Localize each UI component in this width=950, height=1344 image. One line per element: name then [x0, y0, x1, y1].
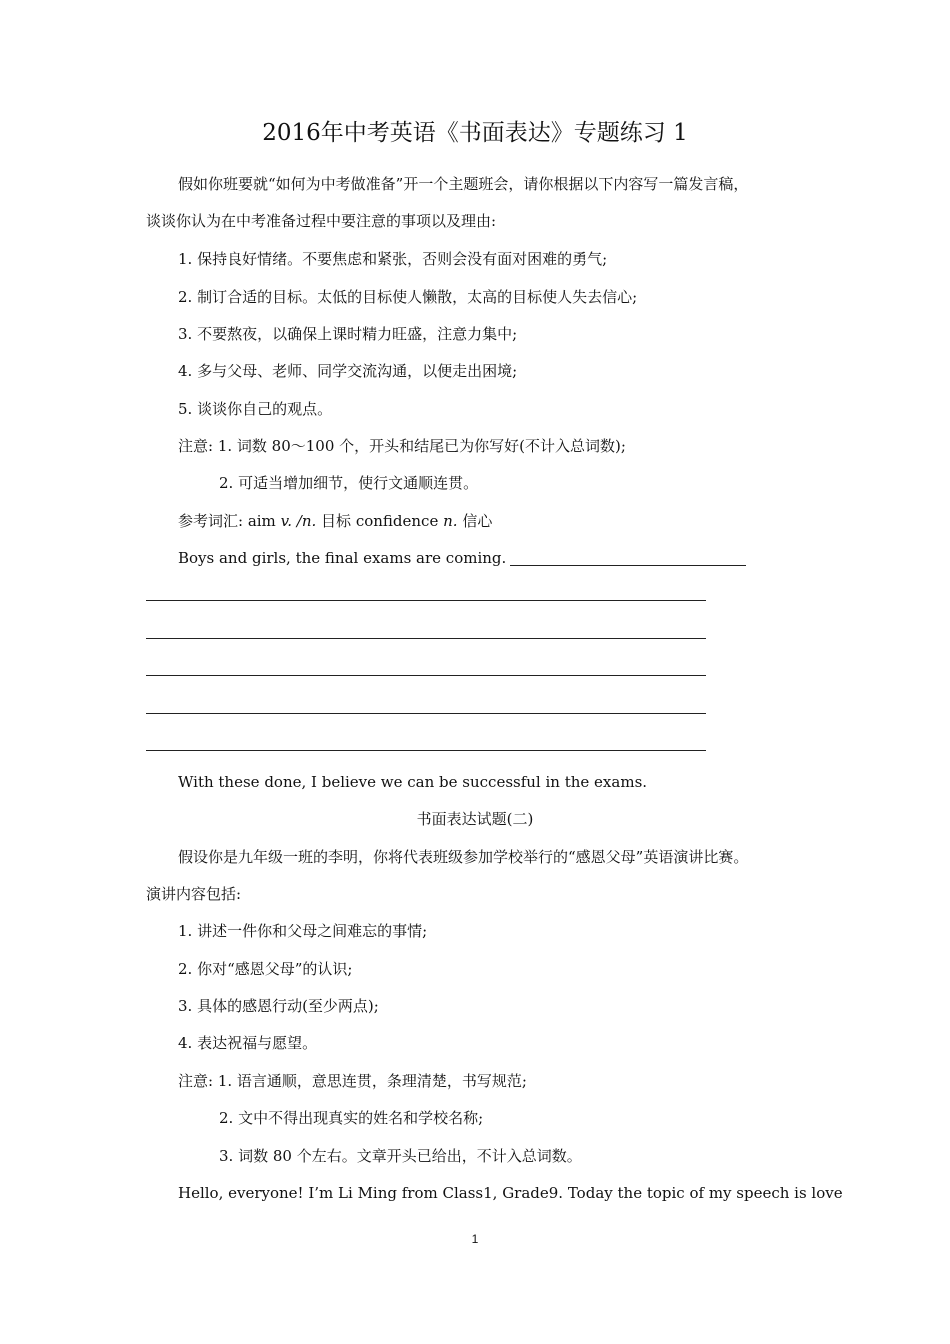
vocab-label: 参考词汇: aim [178, 512, 281, 530]
task2-opening-line: Hello, everyone! I’m Li Ming from Class1, Grade9. Today the topic of my speech is love [178, 1184, 843, 1202]
answer-blank-inline[interactable] [510, 565, 746, 566]
task1-point-1: 1. 保持良好情绪。不要焦虑和紧张，否则会没有面对困难的勇气; [178, 250, 608, 268]
page-number: 1 [471, 1232, 479, 1246]
task1-intro-line1: 假如你班要就“如何为中考做准备”开一个主题班会，请你根据以下内容写一篇发言稿， [178, 175, 749, 193]
answer-line-4[interactable] [146, 713, 706, 714]
task1-opening-line [178, 547, 746, 569]
task2-note-2: 2. 文中不得出现真实的姓名和学校名称; [219, 1109, 484, 1127]
task2-intro-line2: 演讲内容包括: [146, 885, 242, 903]
task2-point-1: 1. 讲述一件你和父母之间难忘的事情; [178, 922, 428, 940]
answer-line-3[interactable] [146, 675, 706, 676]
task1-vocabulary [178, 510, 492, 532]
task1-point-2: 2. 制订合适的目标。太低的目标使人懒散，太高的目标使人失去信心; [178, 288, 638, 306]
task1-point-3: 3. 不要熬夜，以确保上课时精力旺盛，注意力集中; [178, 325, 518, 343]
task1-note-1: 注意: 1. 词数 80～100 个，开头和结尾已为你写好(不计入总词数); [178, 437, 626, 455]
task1-opening-text: Boys and girls, the final exams are coming. [178, 549, 507, 567]
task1-point-4: 4. 多与父母、老师、同学交流沟通，以便走出困境; [178, 362, 518, 380]
task2-heading: 书面表达试题(二) [416, 810, 534, 828]
page-title: 2016年中考英语《书面表达》专题练习 1 [262, 120, 688, 146]
task2-point-3: 3. 具体的感恩行动(至少两点); [178, 997, 379, 1015]
vocab-pos-aim: v. /n. [280, 512, 317, 530]
task2-intro-line1: 假设你是九年级一班的李明，你将代表班级参加学校举行的“感恩父母”英语演讲比赛。 [178, 848, 749, 866]
task2-note-3: 3. 词数 80 个左右。文章开头已给出，不计入总词数。 [219, 1147, 582, 1165]
answer-line-1[interactable] [146, 600, 706, 601]
task1-point-5: 5. 谈谈你自己的观点。 [178, 400, 333, 418]
task2-note-1: 注意: 1. 语言通顺，意思连贯，条理清楚，书写规范; [178, 1072, 527, 1090]
task1-intro-line2: 谈谈你认为在中考准备过程中要注意的事项以及理由: [146, 212, 497, 230]
answer-line-5[interactable] [146, 750, 706, 751]
vocab-pos-confidence: n. [443, 512, 458, 530]
task2-point-4: 4. 表达祝福与愿望。 [178, 1034, 318, 1052]
vocab-end: 信心 [457, 512, 493, 530]
answer-line-2[interactable] [146, 638, 706, 639]
vocab-mid: 目标 confidence [316, 512, 444, 530]
task1-note-2: 2. 可适当增加细节，使行文通顺连贯。 [219, 474, 479, 492]
task2-point-2: 2. 你对“感恩父母”的认识; [178, 960, 353, 978]
task1-closing-line: With these done, I believe we can be successful in the exams. [178, 773, 648, 791]
